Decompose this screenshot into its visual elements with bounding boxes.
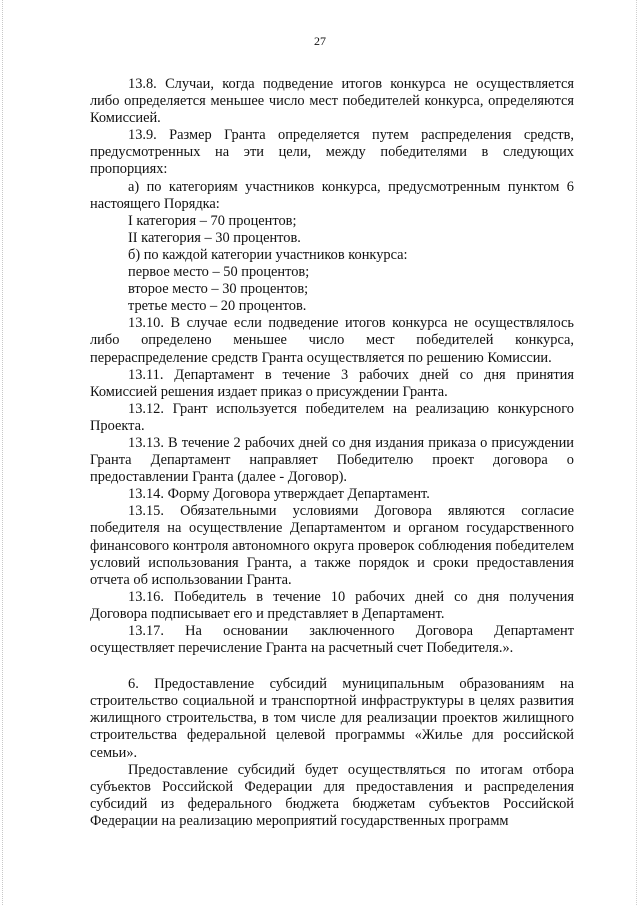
- paragraph-13-9: 13.9. Размер Гранта определяется путем распределения средств, предусмотренных на эти цели, между победителями в следующих пропорциях:: [90, 127, 574, 178]
- paragraph-13-10: 13.10. В случае если подведение итогов конкурса не осуществлялось либо определено меньшее число мест победителей конкурса, перераспределение средств Гранта осуществляется по решению Комиссии.: [90, 315, 574, 366]
- paragraph-13-14: 13.14. Форму Договора утверждает Департамент.: [128, 486, 430, 503]
- paragraph-13-12: 13.12. Грант используется победителем на реализацию конкурсного Проекта.: [90, 400, 574, 434]
- paragraph-13-9-b: б) по каждой категории участников конкурса:: [128, 246, 408, 263]
- scan-edge-right: [636, 0, 637, 905]
- page-number: 27: [314, 34, 326, 48]
- paragraph-13-8: 13.8. Случаи, когда подведение итогов конкурса не осуществляется либо определяется меньшее число мест победителей конкурса, определяются Комиссией.: [90, 76, 574, 127]
- paragraph-13-16: 13.16. Победитель в течение 10 рабочих дней со дня получения Договора подписывает его и представляет в Департамент.: [90, 588, 574, 622]
- scan-edge-left: [2, 0, 3, 905]
- section-gap: [90, 657, 574, 676]
- paragraph-13-13: 13.13. В течение 2 рабочих дней со дня издания приказа о присуждении Гранта Департамент направляет Победителю проект договора о предоставлении Гранта (далее - Договор).: [90, 434, 574, 486]
- paragraph-13-15: 13.15. Обязательными условиями Договора являются согласие победителя на осуществление Департаментом и органом государственного финансового контроля автономного округа проверок соблюдения победителем условий использования Гранта, а также порядок и сроки предоставления отчета об использовании Гранта.: [90, 503, 574, 588]
- list-item-category-2: II категория – 30 процентов.: [128, 229, 301, 246]
- paragraph-section-6: 6. Предоставление субсидий муниципальным образованиям на строительство социальной и транспортной инфраструктуры в целях развития жилищного строительства, в том числе для реализации проектов жилищного строительства федеральной целевой программы «Жилье для российской семьи».: [90, 676, 574, 761]
- list-item-category-1: I категория – 70 процентов;: [128, 212, 297, 229]
- list-item-first-place: первое место – 50 процентов;: [128, 264, 310, 281]
- document-body: [90, 76, 574, 830]
- paragraph-13-9-a: а) по категориям участников конкурса, предусмотренным пунктом 6 настоящего Порядка:: [90, 178, 574, 212]
- list-item-second-place: второе место – 30 процентов;: [128, 281, 309, 298]
- paragraph-subsidy-selection: Предоставление субсидий будет осуществляться по итогам отбора субъектов Российской Федерации для предоставления и распределения субсидий из федерального бюджета бюджетам субъектов Российской Федерации на реализацию мероприятий государственных программ: [90, 761, 574, 829]
- paragraph-13-17: 13.17. На основании заключенного Договора Департамент осуществляет перечисление Гранта на расчетный счет Победителя.».: [90, 623, 574, 657]
- paragraph-13-11: 13.11. Департамент в течение 3 рабочих дней со дня принятия Комиссией решения издает приказ о присуждении Гранта.: [90, 366, 574, 400]
- list-item-third-place: третье место – 20 процентов.: [128, 298, 307, 315]
